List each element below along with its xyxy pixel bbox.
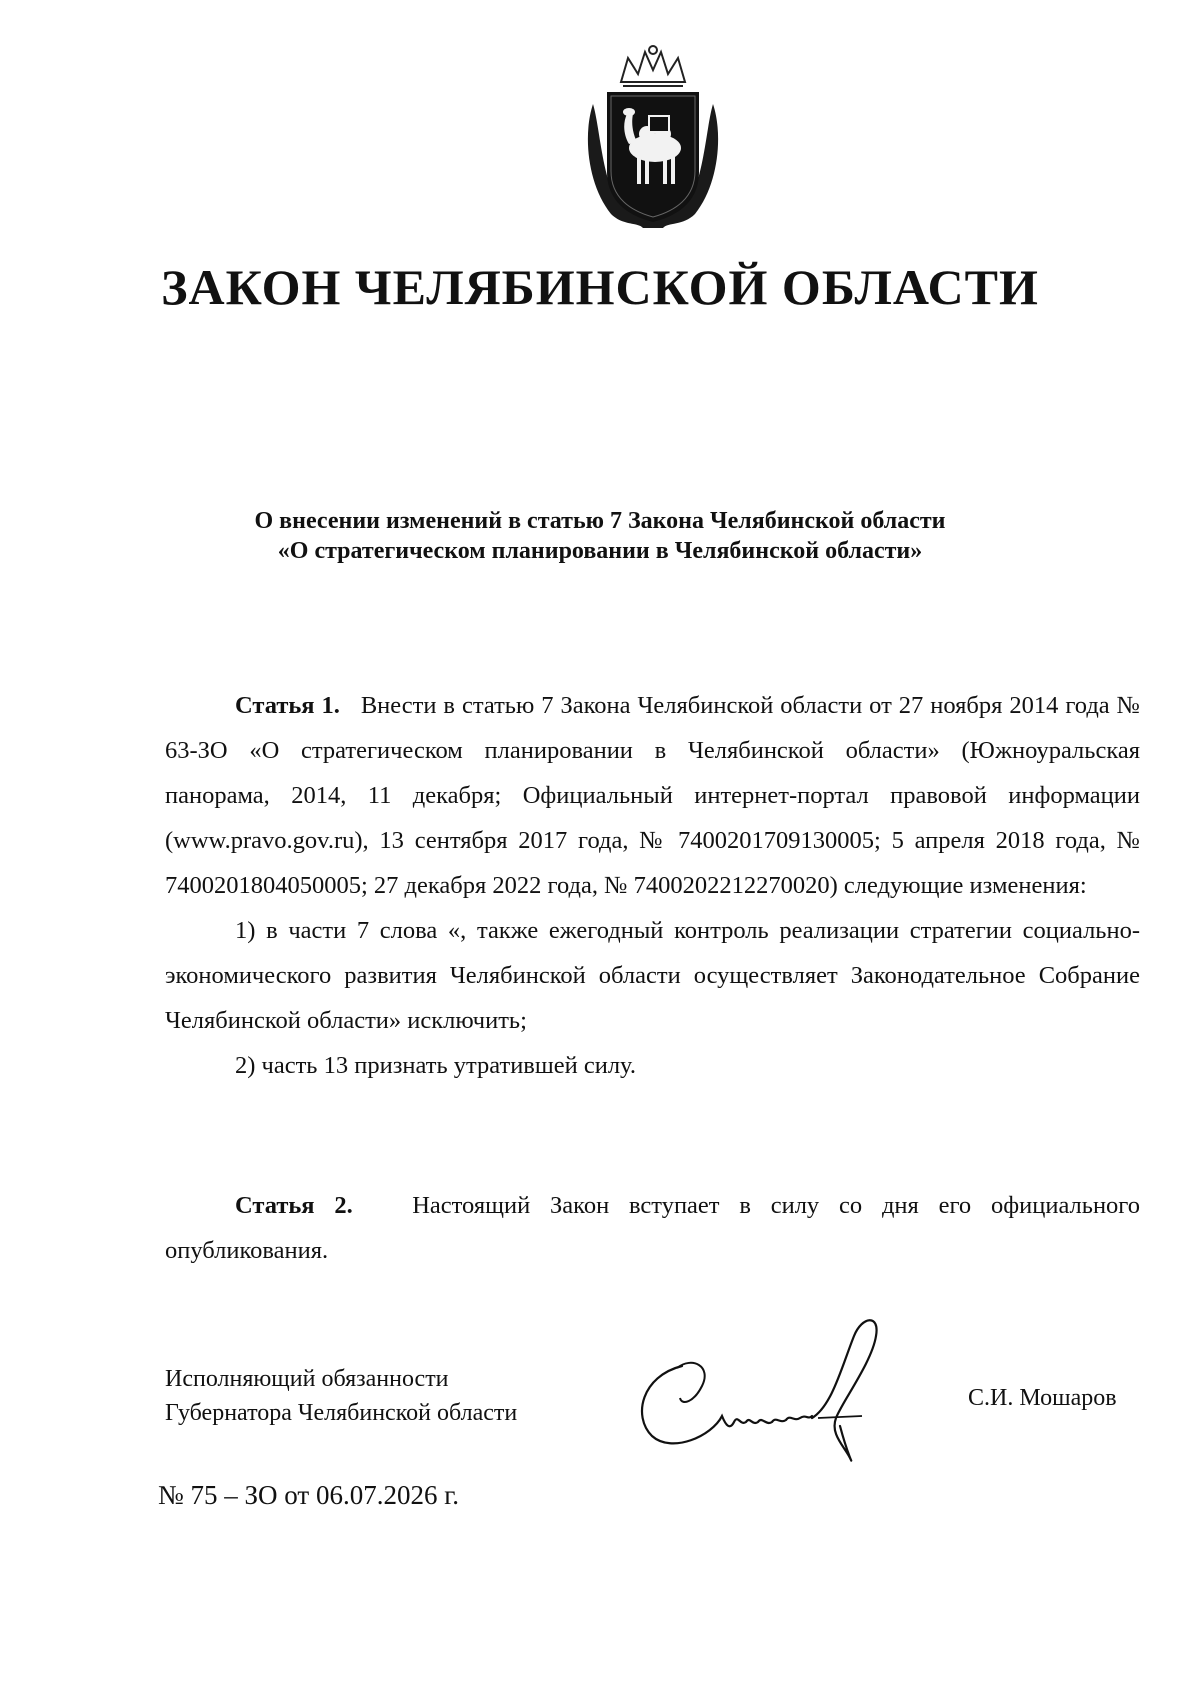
registration-number: № 75 – ЗО от 06.07.2026 г. [158,1480,460,1510]
article-1-label: Статья 1. [235,692,340,719]
article-2-text: Настоящий Закон вступает в силу со дня его официального опубликования. [165,1192,1140,1264]
article-1-item-1: 1) в части 7 слова «, также ежегодный контроль реализации стратегии социально-экономического развития Челябинской области осуществляет Законодательное Собрание Челябинской области» исключить; [165,917,1140,1034]
signatory-position-line: Губернатора Челябинской области [165,1400,518,1426]
law-subject [160,506,1040,566]
article-1 [165,683,1140,1088]
article-1-paragraph [165,683,1140,908]
signatory-name: С.И. Мошаров [968,1385,1117,1411]
law-title: ЗАКОН ЧЕЛЯБИНСКОЙ ОБЛАСТИ [161,259,1039,315]
signatory-position [165,1362,517,1430]
law-subject-line: О внесении изменений в статью 7 Закона Челябинской области [254,508,946,534]
article-2-paragraph [165,1183,1140,1273]
signatory-position-line: Исполняющий обязанности [165,1366,449,1392]
law-subject-line: «О стратегическом планировании в Челябинской области» [277,538,923,564]
article-1-item-2: 2) часть 13 признать утратившей силу. [235,1052,636,1079]
article-2-label: Статья 2. [235,1192,353,1219]
article-2 [165,1183,1140,1273]
handwritten-signature-icon [622,1306,902,1464]
chelyabinsk-coat-of-arms-icon [583,44,723,234]
article-1-text: Внести в статью 7 Закона Челябинской области от 27 ноября 2014 года № 63-ЗО «О стратегическом планировании в Челябинской области» (Южноуральская панорама, 2014, 11 декабря; Официальный интернет-портал правовой информации (www.pravo.gov.ru), 13 сентября 2017 года, № 7400201709130005; 5 апреля 2018 года, № 7400201804050005; 27 декабря 2022 года, № 7400202212270020) следующие изменения: [165,692,1140,899]
